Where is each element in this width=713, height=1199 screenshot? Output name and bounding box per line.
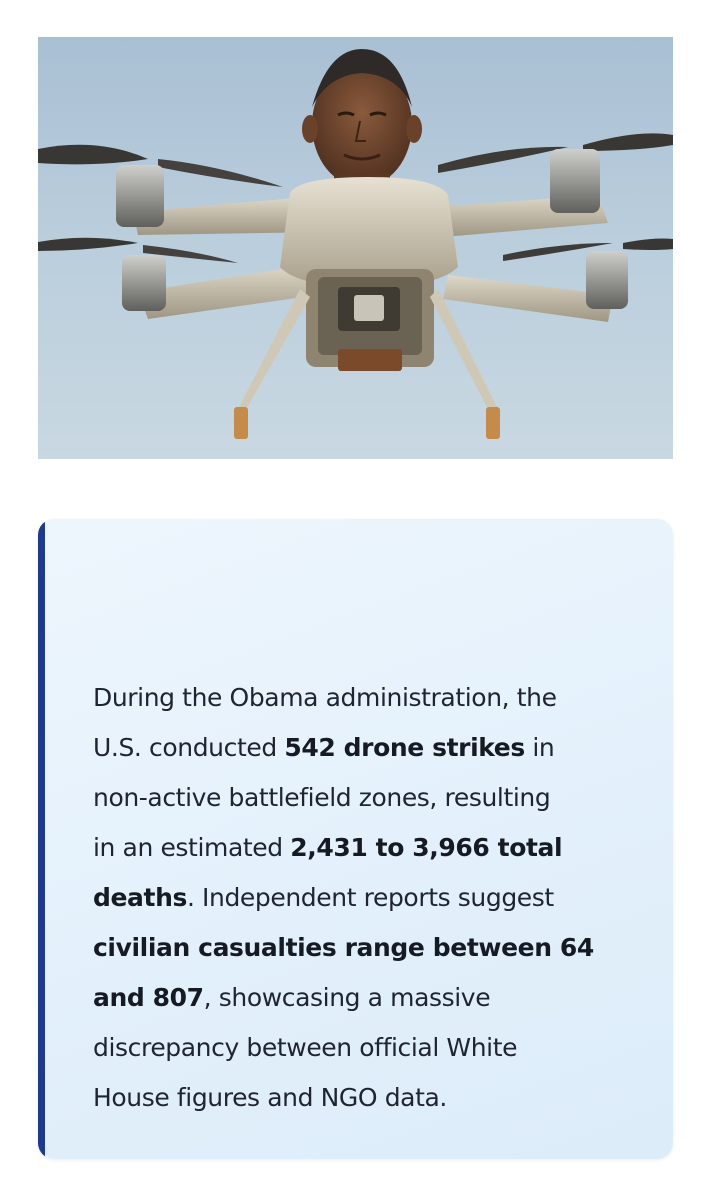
card-paragraph bbox=[93, 673, 633, 1123]
card-text-run: . Independent reports suggest bbox=[186, 883, 554, 912]
card-text-run: During the Obama administration, the bbox=[93, 683, 557, 712]
card-text-run: in bbox=[524, 733, 555, 762]
card-text-run: , showcasing a massive bbox=[203, 983, 491, 1012]
card-text-run: non-active battlefield zones, resulting bbox=[93, 783, 551, 812]
card-text-run: discrepancy between official White bbox=[93, 1033, 518, 1062]
card-text-highlight: deaths bbox=[93, 883, 187, 912]
card-accent-bar bbox=[38, 519, 45, 1159]
info-card bbox=[38, 519, 673, 1159]
drone-icon bbox=[38, 37, 673, 459]
card-text-highlight: and 807 bbox=[93, 983, 204, 1012]
card-text-run: in an estimated bbox=[93, 833, 291, 862]
card-text-highlight: 2,431 to 3,966 total bbox=[290, 833, 563, 862]
card-text-run: U.S. conducted bbox=[93, 733, 285, 762]
card-text-highlight: civilian casualties range between 64 bbox=[93, 933, 594, 962]
card-text-highlight: 542 drone strikes bbox=[284, 733, 525, 762]
card-text-run: House figures and NGO data. bbox=[93, 1083, 447, 1112]
head-figure bbox=[302, 49, 422, 193]
hero-image bbox=[38, 37, 673, 459]
